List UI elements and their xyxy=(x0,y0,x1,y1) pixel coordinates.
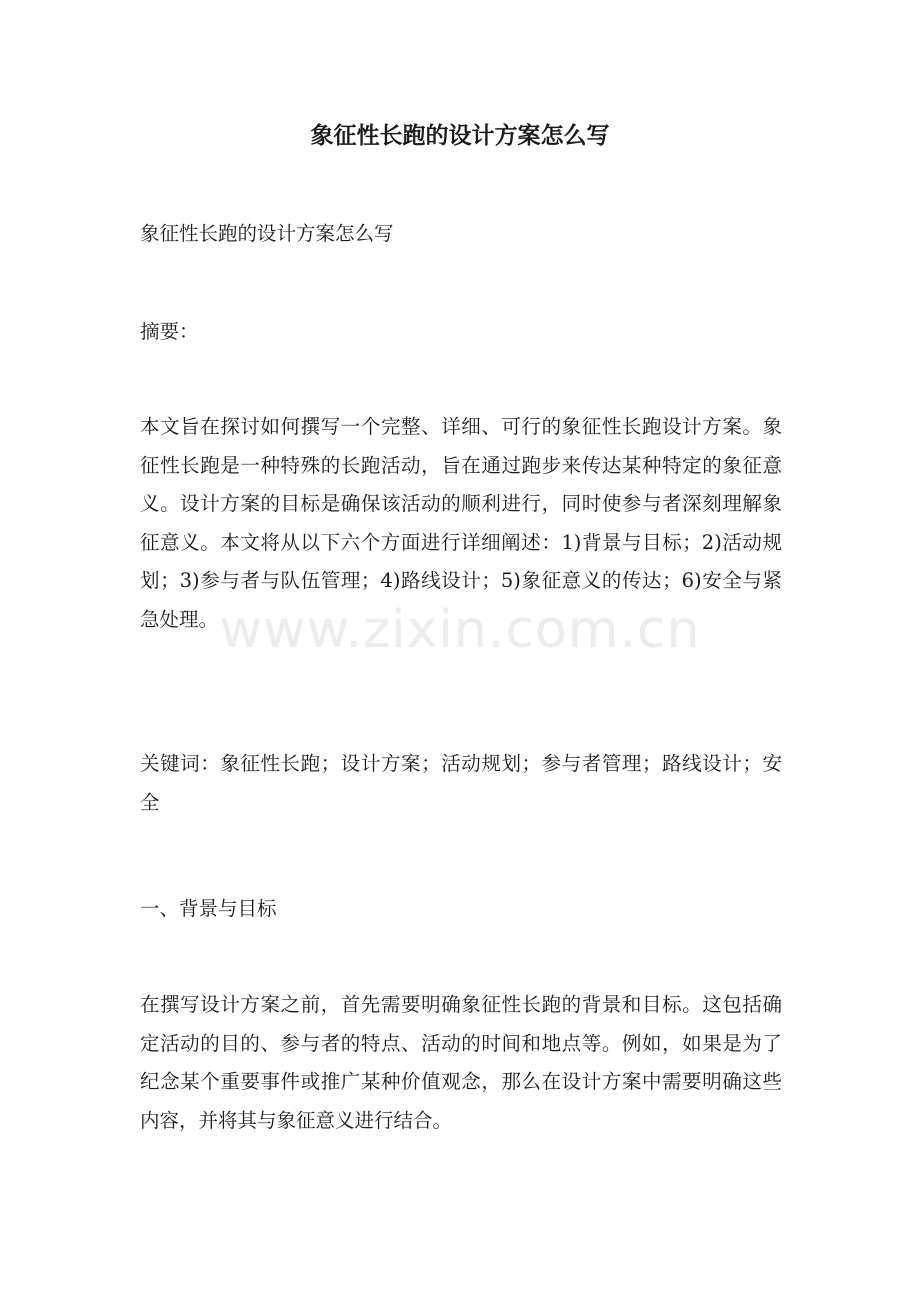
keywords: 关键词：象征性长跑；设计方案；活动规划；参与者管理；路线设计；安全 xyxy=(140,752,782,814)
document-title: 象征性长跑的设计方案怎么写 xyxy=(310,122,610,149)
document-subtitle: 象征性长跑的设计方案怎么写 xyxy=(140,222,394,245)
section-1-body: 在撰写设计方案之前，首先需要明确象征性长跑的背景和目标。这包括确定活动的目的、参与者的特点、活动的时间和地点等。例如，如果是为了纪念某个重要事件或推广某种价值观念，那么在设计方案中需要明确这些内容，并将其与象征意义进行结合。 xyxy=(140,993,782,1132)
section-1-heading: 一、背景与目标 xyxy=(140,897,277,920)
abstract-heading: 摘要： xyxy=(140,320,199,343)
watermark: www.zixin.com.cn xyxy=(219,600,701,660)
abstract-body: 本文旨在探讨如何撰写一个完整、详细、可行的象征性长跑设计方案。象征性长跑是一种特殊的长跑活动，旨在通过跑步来传达某种特定的象征意义。设计方案的目标是确保该活动的顺利进行，同时使参与者深刻理解象征意义。本文将从以下六个方面进行详细阐述：1)背景与目标；2)活动规划；3)参与者与队伍管理；4)路线设计；5)象征意义的传达；6)安全与紧急处理。 xyxy=(140,415,782,631)
